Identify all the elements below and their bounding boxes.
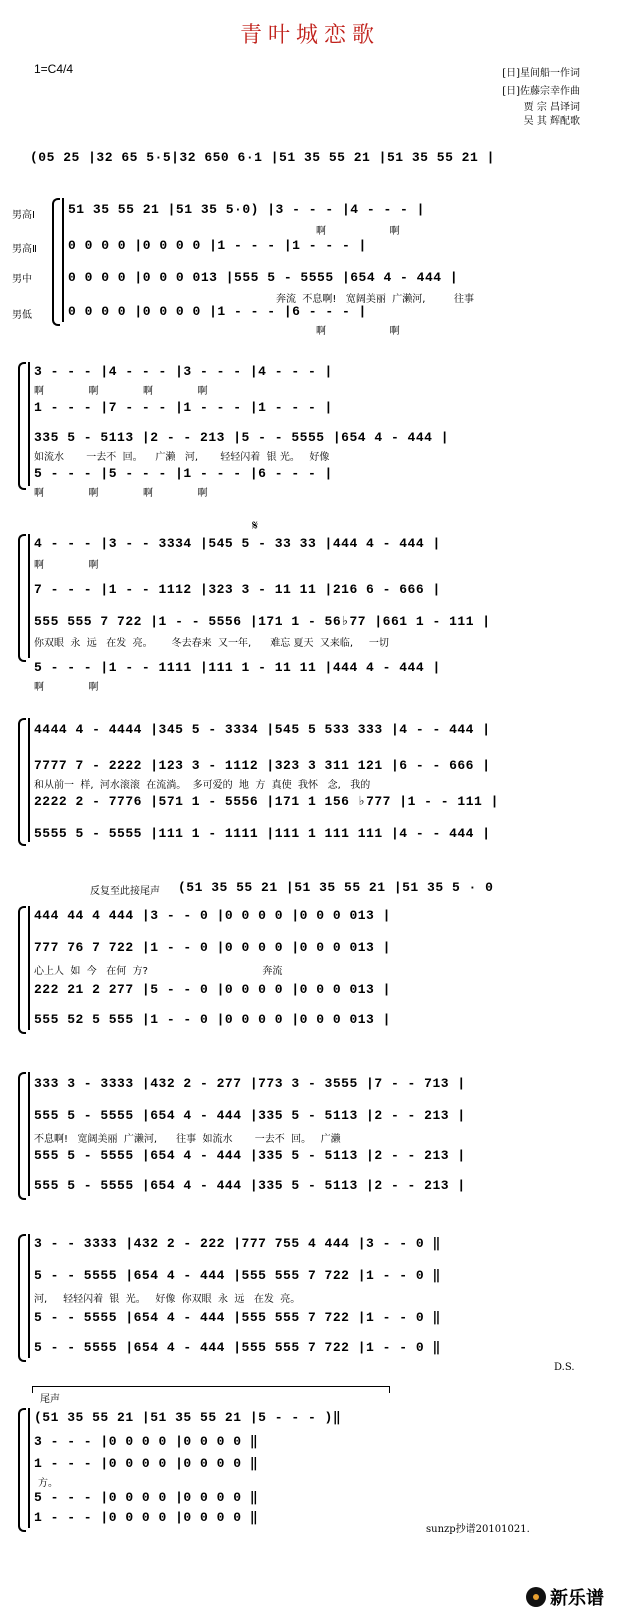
s7-lyric-1: 河, 轻轻闪着 银 光。 好像 你双眼 永 远 在发 亮。: [34, 1294, 301, 1305]
s2-bass: 5 - - - |5 - - - |1 - - - |6 - - - |: [34, 466, 333, 481]
system-bracket: [18, 1408, 26, 1532]
s2-baritone: 335 5 - 5113 |2 - - 213 |5 - - 5555 |654 4 - 444 |: [34, 430, 450, 445]
s6-lyric-1: 不息啊! 宽阔美丽 广濑河, 往事 如流水 一去不 回。 广濑: [34, 1134, 341, 1145]
system-bracket: [18, 906, 26, 1034]
coda-intro: (51 35 55 21 |51 35 55 21 |5 - - - )‖: [34, 1410, 342, 1425]
system-barline: [28, 1408, 30, 1528]
part-name-bass: 男低: [12, 310, 32, 321]
time-signature: 4/4: [56, 62, 74, 76]
s6-bass: 555 5 - 5555 |654 4 - 444 |335 5 - 5113 |2 - - 213 |: [34, 1178, 466, 1193]
system-barline: [28, 1234, 30, 1358]
s3-tenor2: 7 - - - |1 - - 1112 |323 3 - 11 11 |216 6 - 666 |: [34, 582, 441, 597]
s2-lyric-3: 啊 啊 啊 啊: [34, 488, 208, 499]
s5-bass: 555 52 5 555 |1 - - 0 |0 0 0 0 |0 0 0 013 |: [34, 1012, 391, 1027]
composer-credit: [日]佐藤宗幸作曲: [502, 86, 580, 97]
system-bracket: [18, 1234, 26, 1362]
s5-tenor1: 444 44 4 444 |3 - - 0 |0 0 0 0 |0 0 0 013 |: [34, 908, 391, 923]
transcriber-note: sunzp抄谱20101021.: [426, 1524, 530, 1535]
s4-bass: 5555 5 - 5555 |111 1 - 1111 |111 1 111 111 |4 - - 444 |: [34, 826, 491, 841]
s3-lyric-2: 你双眼 永 远 在发 亮。 冬去春来 又一年, 难忘 夏天 又来临, 一切: [34, 638, 389, 649]
part-name-tenor1: 男高Ⅰ: [12, 210, 35, 221]
coda-tenor1: 3 - - - |0 0 0 0 |0 0 0 0 ‖: [34, 1434, 259, 1449]
s1-lyric-2: 奔流 不息啊! 宽阔美丽 广濑河, 往事: [276, 294, 475, 305]
repeat-note: 反复至此接尾声: [90, 886, 160, 897]
system-bracket: [18, 534, 26, 662]
key-label: 1=C: [34, 62, 57, 76]
s3-tenor1: 4 - - - |3 - - 3334 |545 5 - 33 33 |444 4 - 444 |: [34, 536, 441, 551]
s7-baritone: 5 - - 5555 |654 4 - 444 |555 555 7 722 |1 - - 0 ‖: [34, 1310, 441, 1325]
system-bracket: [18, 362, 26, 490]
system-bracket: [18, 718, 26, 846]
s4-baritone: 2222 2 - 7776 |571 1 - 5556 |171 1 156 ♭777 |1 - - 111 |: [34, 794, 499, 809]
s5-baritone: 222 21 2 277 |5 - - 0 |0 0 0 0 |0 0 0 013 |: [34, 982, 391, 997]
repeat-phrase: (51 35 55 21 |51 35 55 21 |51 35 5 · 0: [178, 880, 494, 895]
s5-tenor2: 777 76 7 722 |1 - - 0 |0 0 0 0 |0 0 0 013 |: [34, 940, 391, 955]
coda-tenor2: 1 - - - |0 0 0 0 |0 0 0 0 ‖: [34, 1456, 259, 1471]
s4-lyric-1: 和从前一 样, 河水滚滚 在流淌。 多可爱的 地 方 真使 我怀 念, 我的: [34, 780, 371, 791]
s2-tenor1: 3 - - - |4 - - - |3 - - - |4 - - - |: [34, 364, 333, 379]
s1-bass: 0 0 0 0 |0 0 0 0 |1 - - - |6 - - - |: [68, 304, 367, 319]
s2-lyric-1: 啊 啊 啊 啊: [34, 386, 208, 397]
coda-bass: 1 - - - |0 0 0 0 |0 0 0 0 ‖: [34, 1510, 259, 1525]
system-barline: [28, 1072, 30, 1196]
s1-lyric-3: 啊 啊: [316, 326, 400, 337]
translator-credit: 贾 宗 昌译词: [523, 102, 580, 113]
s3-bass: 5 - - - |1 - - 1111 |111 1 - 11 11 |444 4 - 444 |: [34, 660, 441, 675]
system-bracket: [18, 1072, 26, 1200]
s6-tenor2: 555 5 - 5555 |654 4 - 444 |335 5 - 5113 |2 - - 213 |: [34, 1108, 466, 1123]
s4-tenor1: 4444 4 - 4444 |345 5 - 3334 |545 5 533 333 |4 - - 444 |: [34, 722, 491, 737]
segno-mark: 𝄋: [252, 518, 259, 534]
record-icon: [526, 1587, 546, 1607]
part-name-tenor2: 男高Ⅱ: [12, 244, 37, 255]
s7-tenor2: 5 - - 5555 |654 4 - 444 |555 555 7 722 |1 - - 0 ‖: [34, 1268, 441, 1283]
s3-lyric-1: 啊 啊: [34, 560, 99, 571]
s7-tenor1: 3 - - 3333 |432 2 - 222 |777 755 4 444 |3 - - 0 ‖: [34, 1236, 441, 1251]
key-signature: [34, 62, 73, 76]
system-barline: [28, 534, 30, 658]
score-title: 青叶城恋歌: [239, 23, 380, 48]
s1-baritone: 0 0 0 0 |0 0 0 013 |555 5 - 5555 |654 4 - 444 |: [68, 270, 459, 285]
s1-tenor2: 0 0 0 0 |0 0 0 0 |1 - - - |1 - - - |: [68, 238, 367, 253]
coda-label: 尾声: [40, 1394, 60, 1405]
da-segno-mark: D.S.: [554, 1362, 575, 1373]
s1-tenor1: 51 35 55 21 |51 35 5·0) |3 - - - |4 - - - |: [68, 202, 425, 217]
arranger-credit: 吴 其 辉配歌: [523, 116, 580, 127]
s5-lyric-1: 心上人 如 今 在何 方? 奔流: [34, 966, 283, 977]
s6-baritone: 555 5 - 5555 |654 4 - 444 |335 5 - 5113 |2 - - 213 |: [34, 1148, 466, 1163]
coda-bracket: [32, 1386, 390, 1393]
s2-tenor2: 1 - - - |7 - - - |1 - - - |1 - - - |: [34, 400, 333, 415]
system-barline: [28, 906, 30, 1030]
s3-baritone: 555 555 7 722 |1 - - 5556 |171 1 - 56♭77 |661 1 - 111 |: [34, 614, 491, 629]
site-logo: [526, 1584, 604, 1610]
s2-lyric-2: 如流水 一去不 回。 广濑 河, 轻轻闪着 银 光。 好像: [34, 452, 330, 463]
coda-baritone: 5 - - - |0 0 0 0 |0 0 0 0 ‖: [34, 1490, 259, 1505]
coda-lyric: 方。: [38, 1478, 58, 1489]
s7-bass: 5 - - 5555 |654 4 - 444 |555 555 7 722 |1 - - 0 ‖: [34, 1340, 441, 1355]
system-barline: [62, 198, 64, 322]
s6-tenor1: 333 3 - 3333 |432 2 - 277 |773 3 - 3555 |7 - - 713 |: [34, 1076, 466, 1091]
s1-lyric-1: 啊 啊: [316, 226, 400, 237]
s3-lyric-3: 啊 啊: [34, 682, 99, 693]
brand-name: 新乐谱: [550, 1588, 604, 1609]
system-barline: [28, 718, 30, 842]
intro-line: (05 25 |32 65 5·5|32 650 6·1 |51 35 55 21 |51 35 55 21 |: [30, 150, 495, 165]
part-name-baritone: 男中: [12, 274, 32, 285]
lyricist-credit: [日]星间船一作词: [502, 68, 580, 79]
s4-tenor2: 7777 7 - 2222 |123 3 - 1112 |323 3 311 121 |6 - - 666 |: [34, 758, 491, 773]
system-bracket: [52, 198, 60, 326]
system-barline: [28, 362, 30, 486]
